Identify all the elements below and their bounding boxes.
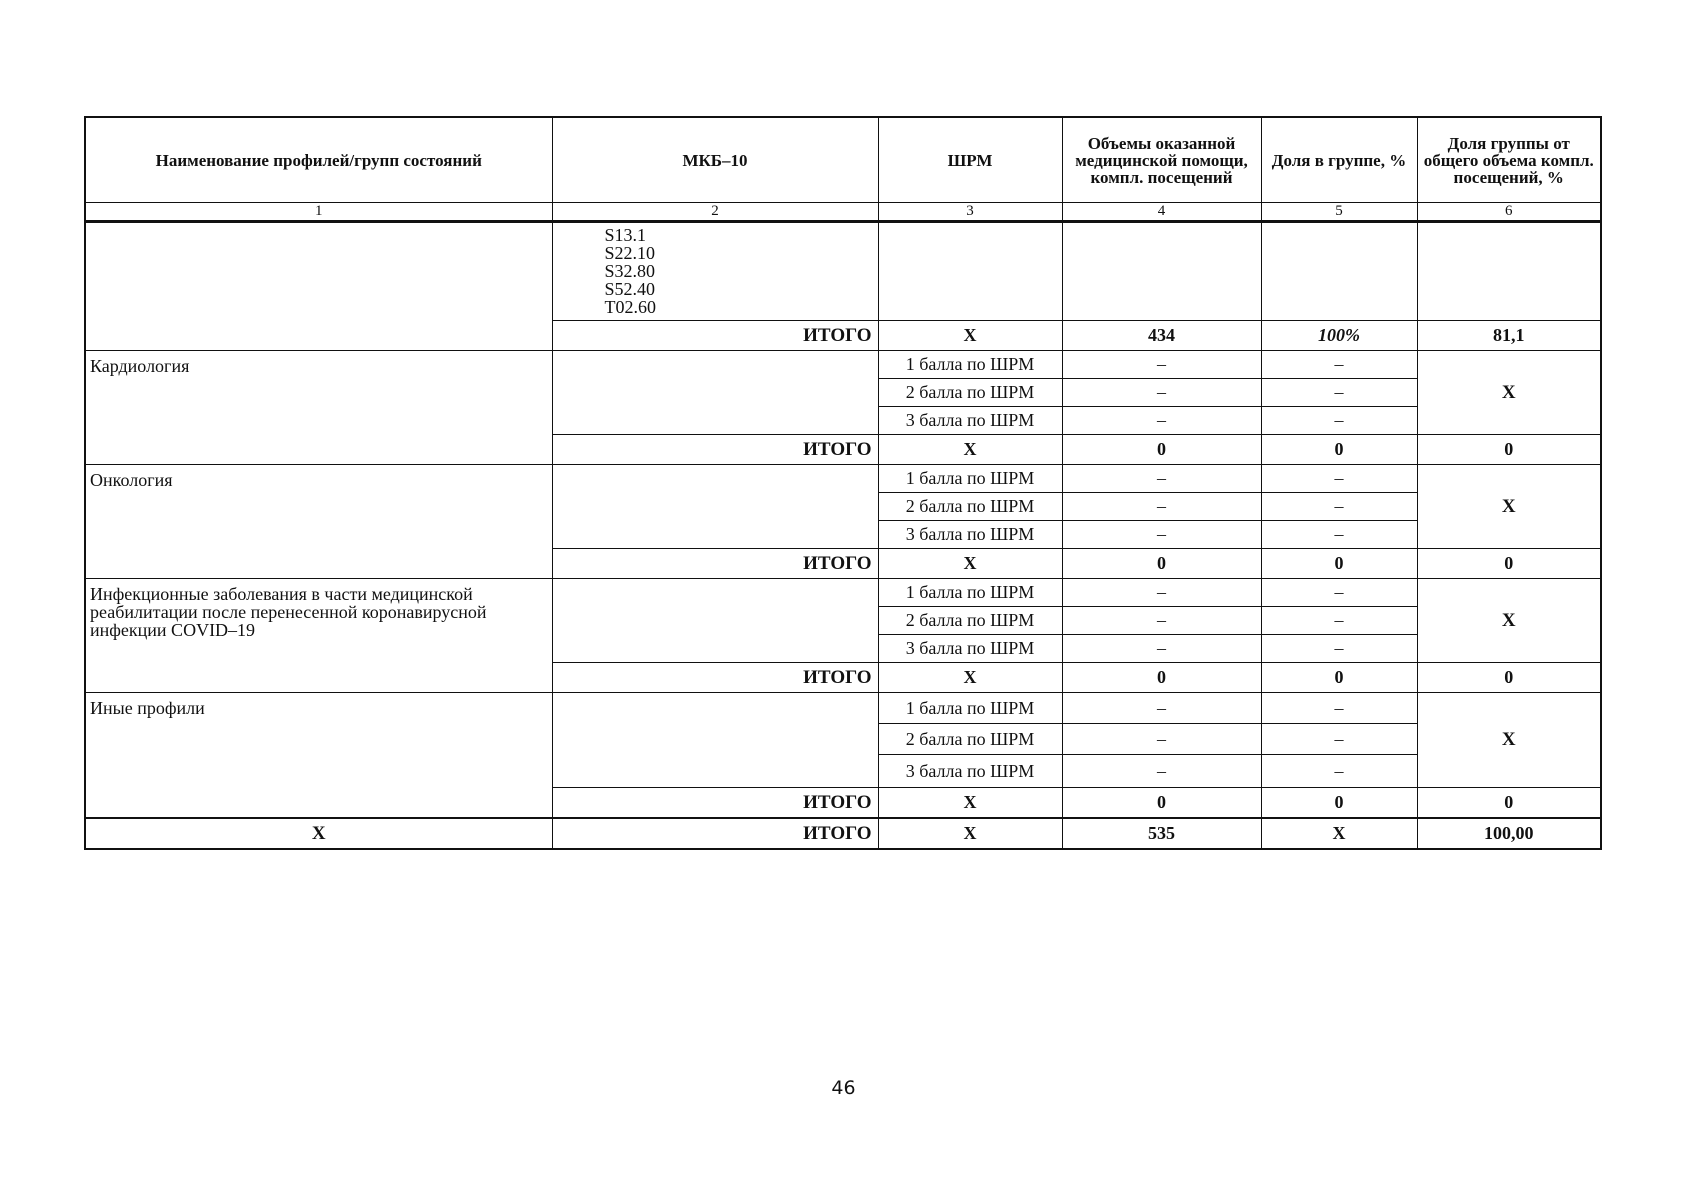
share-value: – [1261,579,1417,607]
group-mark: Х [1417,351,1601,435]
header-volume: Объемы оказанной медицинской помощи, компл. посещений [1062,117,1261,203]
total-volume: 0 [1062,663,1261,693]
volume-value: – [1062,465,1261,493]
group-row [85,351,1601,379]
total-label: ИТОГО [552,788,878,819]
total-volume: 434 [1062,321,1261,351]
share-value: – [1261,493,1417,521]
volume-value: – [1062,379,1261,407]
empty-cell [1261,222,1417,321]
total-label: ИТОГО [552,321,878,351]
total-group-share: 0 [1417,788,1601,819]
volume-value: – [1062,635,1261,663]
grand-total-share: Х [1261,818,1417,849]
grand-total-volume: 535 [1062,818,1261,849]
volume-value: – [1062,351,1261,379]
share-value: – [1261,407,1417,435]
header-shrm: ШРМ [878,117,1062,203]
grand-total-shrm: Х [878,818,1062,849]
empty-cell [1417,222,1601,321]
icd-code: S22.10 [604,243,656,263]
total-share: 0 [1261,788,1417,819]
total-share: 0 [1261,663,1417,693]
header-icd10: МКБ–10 [552,117,878,203]
empty-cell [552,351,878,435]
empty-cell [552,465,878,549]
shrm-score: 1 балла по ШРМ [878,693,1062,724]
volume-value: – [1062,521,1261,549]
group-mark: Х [1417,693,1601,788]
icd-code: S32.80 [604,261,656,281]
share-value: – [1261,635,1417,663]
header-row [85,117,1601,203]
group-mark: Х [1417,579,1601,663]
share-value: – [1261,755,1417,788]
group-row [85,465,1601,493]
header-group-share: Доля в группе, % [1261,117,1417,203]
column-number: 1 [85,203,552,222]
group-mark: Х [1417,465,1601,549]
total-shrm: Х [878,663,1062,693]
volume-value: – [1062,579,1261,607]
total-label: ИТОГО [552,549,878,579]
shrm-score: 1 балла по ШРМ [878,579,1062,607]
column-number: 4 [1062,203,1261,222]
share-value: – [1261,379,1417,407]
empty-cell [1062,222,1261,321]
total-shrm: Х [878,788,1062,819]
group-row [85,579,1601,607]
group-name: Кардиология [85,351,552,465]
header-profile: Наименование профилей/групп состояний [85,117,552,203]
total-group-share: 0 [1417,663,1601,693]
total-volume: 0 [1062,788,1261,819]
total-group-share: 81,1 [1417,321,1601,351]
total-shrm: Х [878,435,1062,465]
share-value: – [1261,521,1417,549]
total-share: 100% [1261,321,1417,351]
group-row [85,693,1601,724]
total-label: ИТОГО [552,435,878,465]
column-number: 5 [1261,203,1417,222]
total-shrm: Х [878,549,1062,579]
column-number-row [85,203,1601,222]
total-group-share: 0 [1417,435,1601,465]
shrm-score: 1 балла по ШРМ [878,351,1062,379]
column-number: 3 [878,203,1062,222]
continued-codes-row [85,222,1601,321]
total-share: 0 [1261,549,1417,579]
group-name: Инфекционные заболевания в части медицинской реабилитации после перенесенной коронавирусной инфекции COVID–19 [85,579,552,693]
grand-total-group-share: 100,00 [1417,818,1601,849]
volume-value: – [1062,755,1261,788]
total-volume: 0 [1062,549,1261,579]
shrm-score: 2 балла по ШРМ [878,607,1062,635]
shrm-score: 3 балла по ШРМ [878,521,1062,549]
share-value: – [1261,351,1417,379]
grand-total-row [85,818,1601,849]
column-number: 2 [552,203,878,222]
shrm-score: 3 балла по ШРМ [878,755,1062,788]
header-total-share: Доля группы от общего объема компл. посещений, % [1417,117,1601,203]
document-sheet [84,116,1600,850]
shrm-score: 2 балла по ШРМ [878,724,1062,755]
empty-cell [878,222,1062,321]
volume-value: – [1062,724,1261,755]
rehab-volume-table [84,116,1602,850]
share-value: – [1261,724,1417,755]
share-value: – [1261,607,1417,635]
shrm-score: 3 балла по ШРМ [878,635,1062,663]
shrm-score: 1 балла по ШРМ [878,465,1062,493]
shrm-score: 3 балла по ШРМ [878,407,1062,435]
continued-group-cell [85,222,552,351]
share-value: – [1261,693,1417,724]
empty-cell [552,693,878,788]
total-label: ИТОГО [552,663,878,693]
total-group-share: 0 [1417,549,1601,579]
group-name: Иные профили [85,693,552,819]
volume-value: – [1062,493,1261,521]
icd-code: T02.60 [604,297,656,317]
grand-total-profile: Х [85,818,552,849]
shrm-score: 2 балла по ШРМ [878,493,1062,521]
volume-value: – [1062,407,1261,435]
volume-value: – [1062,693,1261,724]
volume-value: – [1062,607,1261,635]
share-value: – [1261,465,1417,493]
total-shrm: Х [878,321,1062,351]
grand-total-label: ИТОГО [552,818,878,849]
icd-code-list [552,222,878,321]
page-number: 46 [831,1077,856,1099]
total-share: 0 [1261,435,1417,465]
total-volume: 0 [1062,435,1261,465]
empty-cell [552,579,878,663]
group-name: Онкология [85,465,552,579]
icd-code: S52.40 [604,279,656,299]
column-number: 6 [1417,203,1601,222]
icd-code: S13.1 [604,225,647,245]
shrm-score: 2 балла по ШРМ [878,379,1062,407]
